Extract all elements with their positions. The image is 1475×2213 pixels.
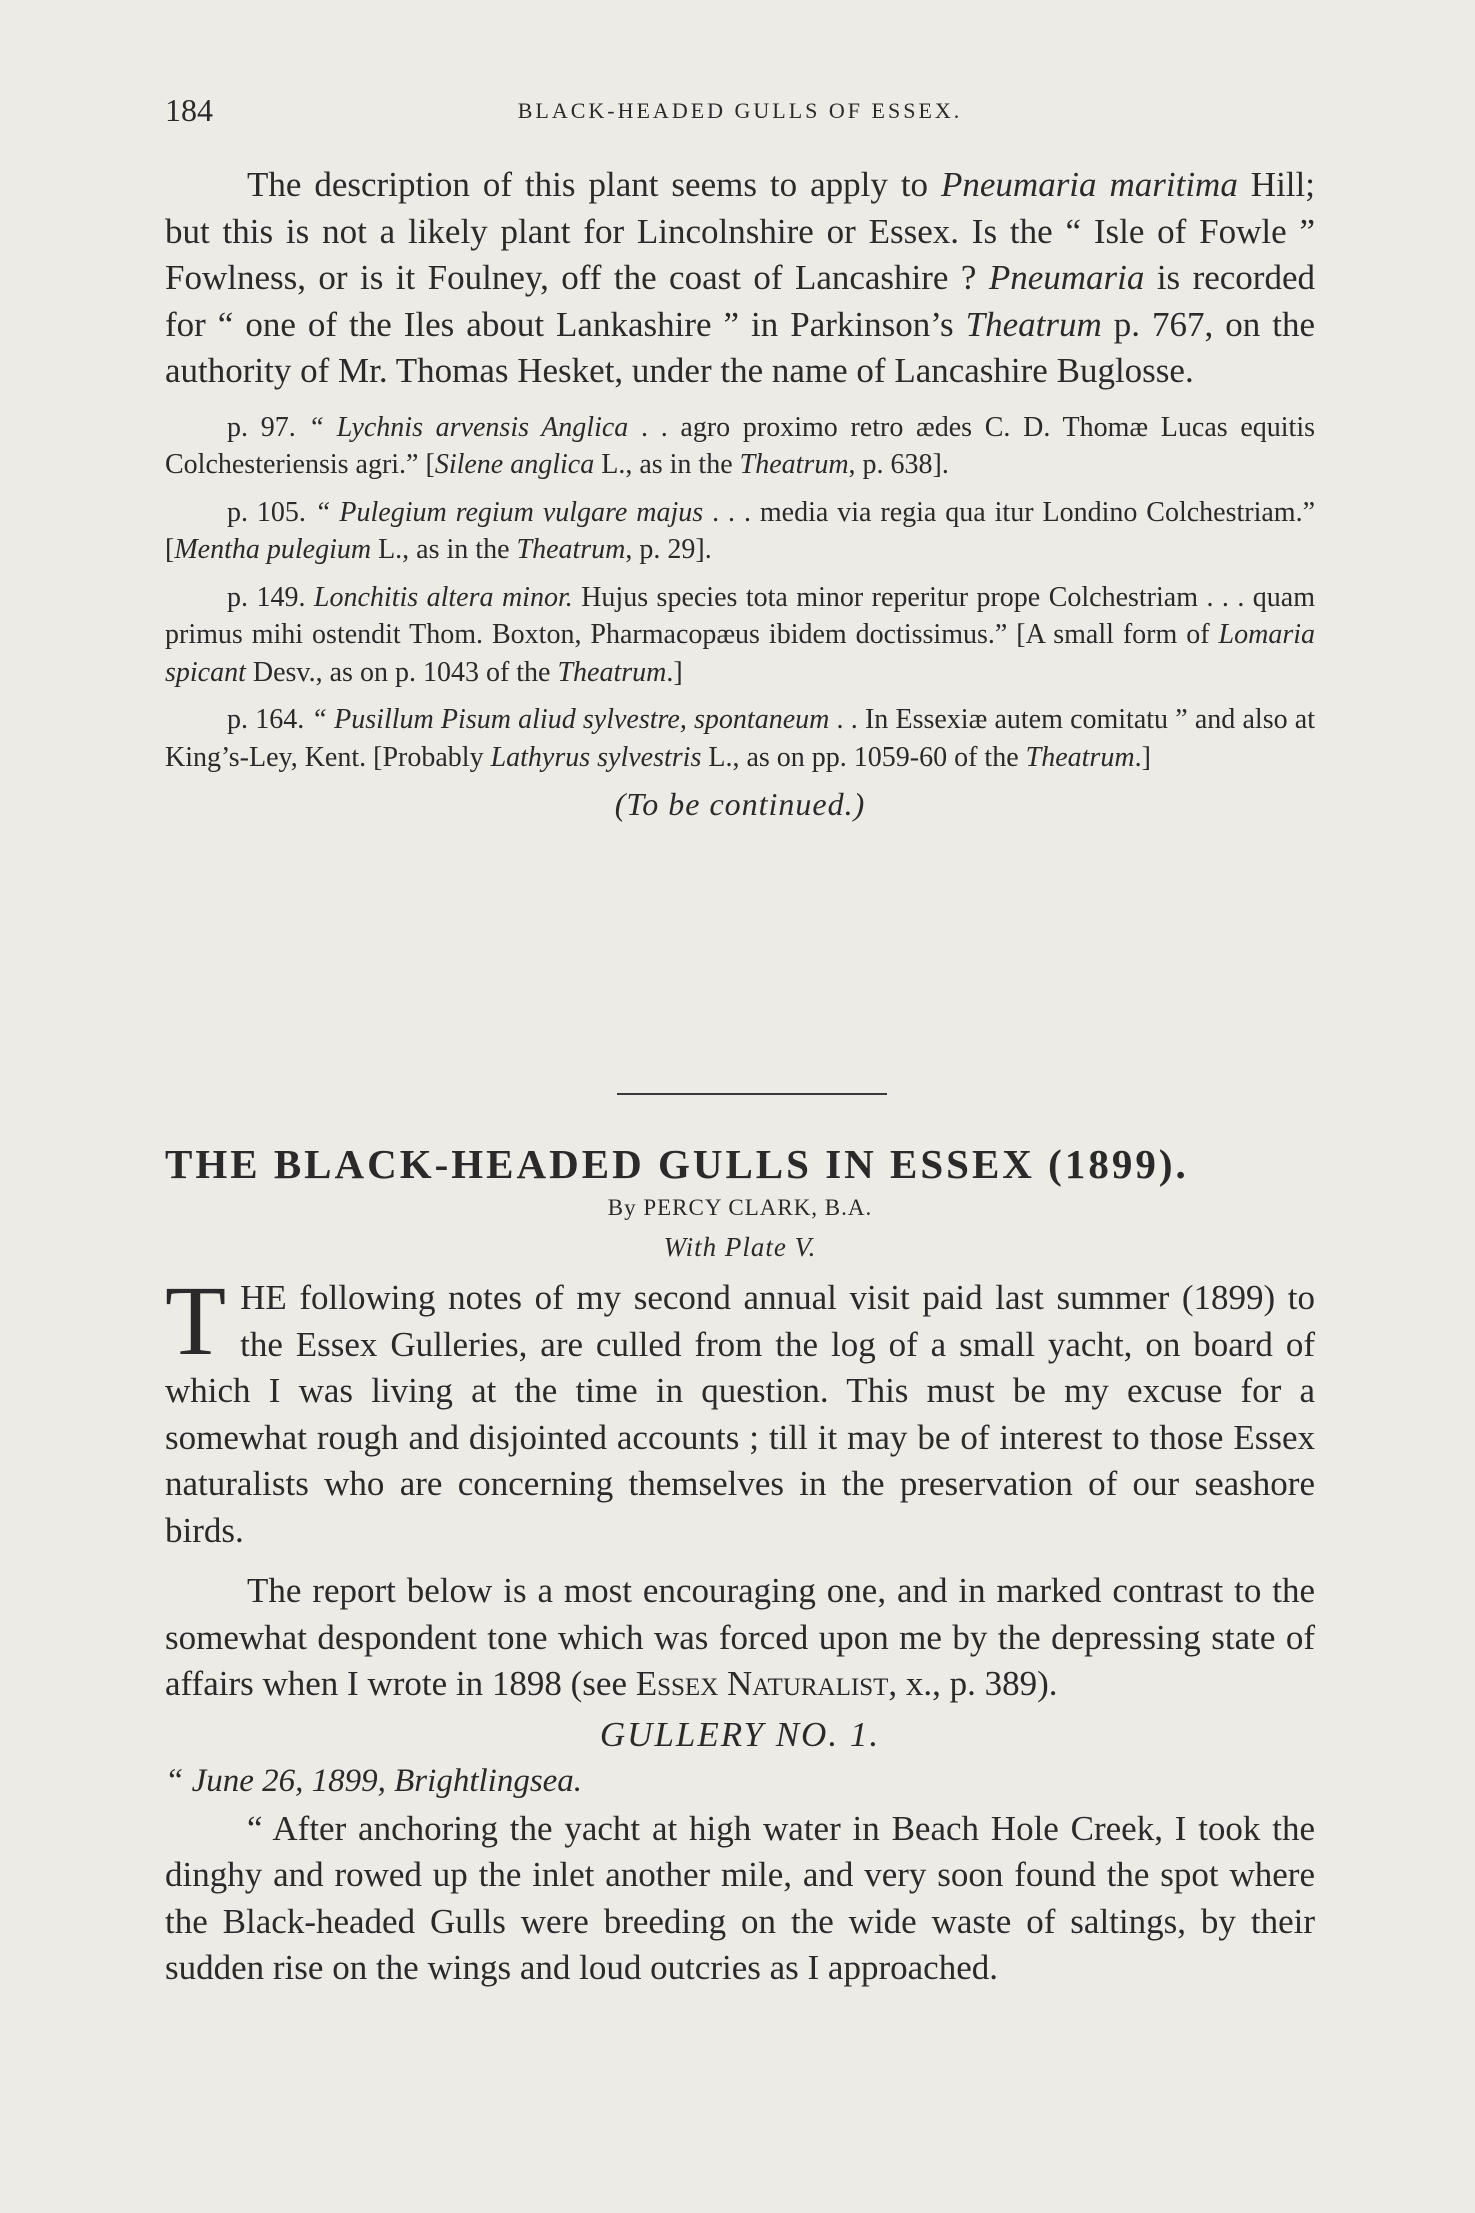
second-paragraph: The report below is a most encouraging one, and in marked contrast to the somewhat despondent tone which was forced upon me by the depressing state of affairs when I wrote in 1898 (see Essex Naturalist, x., p. 389). [165,1571,1315,1703]
page-number: 184 [165,92,213,128]
intro-paragraph: The description of this plant seems to apply to Pneumaria maritima Hill; but this is not a likely plant for Lincolnshire or Essex. Is the “ Isle of Fowle ” Fowlness, or is it Foulney, off the coast of Lancashire ? Pneumaria is recorded for “ one of the Iles about Lankashire ” in Parkinson’s Theatrum p. 767, on the authority of Mr. Thomas Hesket, under the name of Lancashire Buglosse. [165,165,1315,390]
entry-p164: p. 164. “ Pusillum Pisum aliud sylvestre, spontaneum . . In Essexiæ autem comitatu ” and also at King’s-Ley, Kent. [Probably Lathyrus sylvestris L., as on pp. 1059-60 of the Theatrum.] [165,704,1316,773]
section-divider [617,1093,887,1095]
article-continuation [165,162,1315,823]
running-head: BLACK-HEADED GULLS OF ESSEX. [517,98,963,123]
article-body [165,1265,1315,1992]
plate-reference: With Plate V. [663,1232,817,1262]
drop-cap: T [165,1265,227,1376]
entry-p149: p. 149. Lonchitis altera minor. Hujus species tota minor reperitur prope Colchestriam . . . quam primus mihi ostendit Thom. Boxton, Pharmacopæus ibidem doctissimus.” [A small form of Lomaria spicant Desv., as on p. 1043 of the Theatrum.] [165,581,1316,688]
log-paragraph: “ After anchoring the yacht at high water in Beach Hole Creek, I took the dinghy and rowed up the inlet another mile, and very soon found the spot where the Black-headed Gulls were breeding on the wide waste of saltings, by their sudden rise on the wings and loud outcries as I approached. [165,1808,1315,1987]
entry-p105: p. 105. “ Pulegium regium vulgare majus . . . media via regia qua itur Londino Colchestriam.” [Mentha pulegium L., as in the Theatrum, p. 29]. [165,496,1316,565]
gullery-heading: GULLERY NO. 1. [599,1714,881,1754]
article-byline: By PERCY CLARK, B.A. [607,1195,873,1220]
opening-paragraph: THE following notes of my second annual visit paid last summer (1899) to the Essex Gulleries, are culled from the log of a small yacht, on board of which I was living at the time in question. This must be my excuse for a somewhat rough and disjointed accounts ; till it may be of interest to those Essex naturalists who are concerning themselves in the preservation of our seashore birds. [165,1265,1315,1550]
page-header [165,92,1315,132]
article-title: THE BLACK-HEADED GULLS IN ESSEX (1899). [165,1141,1189,1187]
log-date: “ June 26, 1899, Brightlingsea. [165,1762,583,1799]
entry-p97: p. 97. “ Lychnis arvensis Anglica . . agro proximo retro ædes C. D. Thomæ Lucas equitis Colchesteriensis agri.” [Silene anglica L., as in the Theatrum, p. 638]. [165,411,1316,480]
to-be-continued: (To be continued.) [614,786,866,822]
